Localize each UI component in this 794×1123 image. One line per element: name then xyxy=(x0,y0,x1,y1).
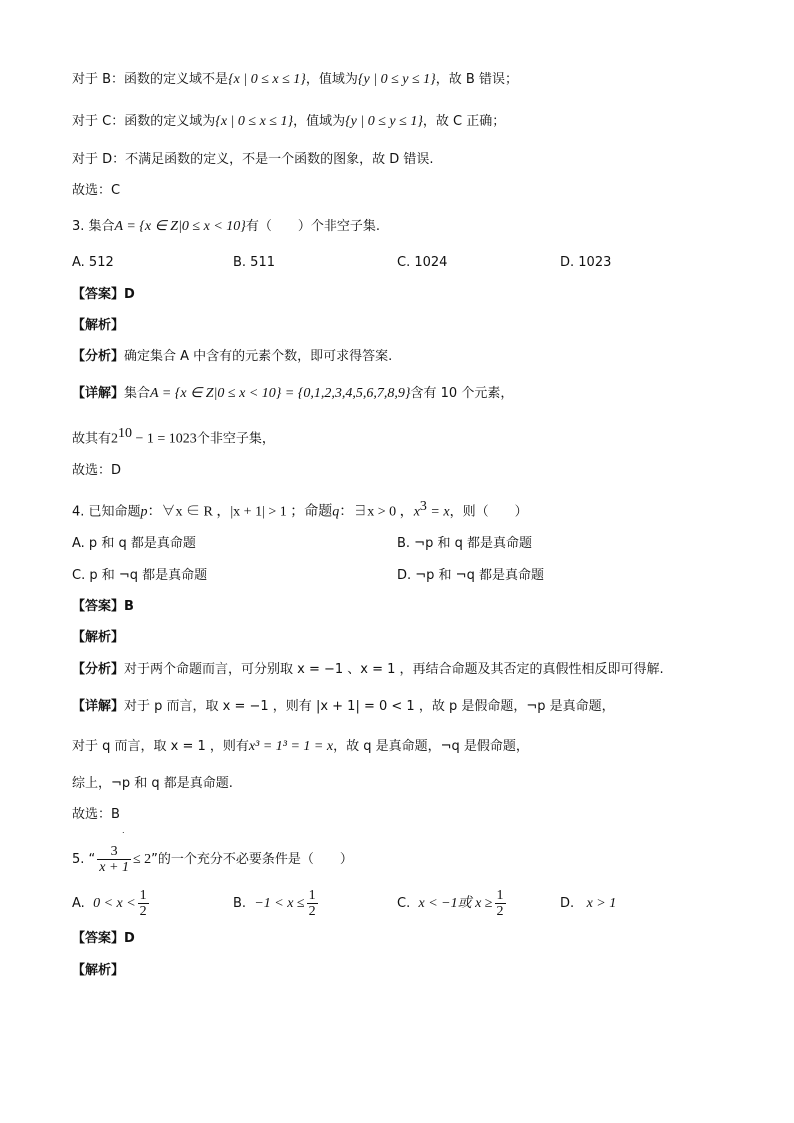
math-expr: x > 1 xyxy=(586,896,617,911)
fenxi-tag: 【分析】 xyxy=(72,662,125,677)
math-set-expansion: A = {x ∈ Z|0 ≤ x < 10} = {0,1,2,3,4,5,6,7,8,9} xyxy=(150,386,411,401)
numerator: 1 xyxy=(308,888,316,903)
q3-stem xyxy=(72,217,380,237)
text: ，值域为 xyxy=(305,72,358,87)
stray-dot: . xyxy=(122,826,125,835)
q4-answer: 【答案】B xyxy=(72,599,134,614)
denominator: 2 xyxy=(308,904,316,919)
q4-fenxi xyxy=(72,660,664,680)
fraction-one-half xyxy=(138,888,149,919)
fraction-one-half xyxy=(495,888,506,919)
q3-subset-count xyxy=(72,424,275,449)
math-set-range: {y | 0 ≤ y ≤ 1} xyxy=(357,72,436,87)
denominator: x + 1 xyxy=(99,860,129,875)
q5-stem xyxy=(72,842,353,878)
q4-xiangjie xyxy=(72,697,615,717)
q5-answer: 【答案】D xyxy=(72,931,135,946)
numerator: 3 xyxy=(110,844,118,859)
q4-option-d: D. ¬p 和 ¬q 都是真命题 xyxy=(397,568,544,583)
q3-xiangjie xyxy=(72,384,513,404)
text: 个非空子集， xyxy=(196,431,275,447)
numerator: 1 xyxy=(139,888,147,903)
math-expr: 0 < x < xyxy=(93,896,136,911)
numerator: 1 xyxy=(496,888,504,903)
text: 故其有 xyxy=(72,431,112,447)
text: 5. “ xyxy=(72,852,96,867)
math-set-domain: {x | 0 ≤ x ≤ 1} xyxy=(228,72,306,87)
q4-option-c: C. p 和 ¬q 都是真命题 xyxy=(72,568,208,583)
q4-analysis-label: 【解析】 xyxy=(72,630,125,645)
text: 对于 C：函数的定义域为 xyxy=(72,114,216,129)
q5-option-a xyxy=(72,886,151,922)
text: 有（ ）个非空子集. xyxy=(245,219,381,234)
math-expr: −1 < x ≤ xyxy=(254,896,305,911)
math-exponent: 3 xyxy=(419,499,427,514)
math-expr: − 1 = 1023 xyxy=(132,431,197,447)
q5-option-b xyxy=(233,886,320,922)
fraction-3-over-x-plus-1 xyxy=(97,844,131,875)
q3-fenxi xyxy=(72,347,392,367)
denominator: 2 xyxy=(139,904,147,919)
q3-answer: 【答案】D xyxy=(72,287,135,302)
text: 对于 q 而言，取 x = 1 ，则有 xyxy=(72,739,249,754)
math-q: q xyxy=(332,504,340,520)
q5-analysis-label: 【解析】 xyxy=(72,963,125,978)
text: ，值域为 xyxy=(293,114,346,129)
text: 4. 已知命题 xyxy=(72,504,141,520)
math-prop-q: ：∃x > 0 ， xyxy=(339,504,414,520)
math-expr: x < −1或 x ≥ xyxy=(418,896,493,911)
q3-option-d: D. 1023 xyxy=(560,255,612,270)
q3-choose: 故选：D xyxy=(72,463,122,478)
text: ，故 C 正确； xyxy=(422,114,506,129)
fenxi-tag: 【分析】 xyxy=(72,349,125,364)
math-eq: = x xyxy=(426,504,450,520)
q3-option-b: B. 511 xyxy=(233,255,275,270)
math-exponent: 10 xyxy=(118,426,133,441)
text: 对于两个命题而言，可分别取 x = −1 、x = 1 ，再结合命题及其否定的真假性相反即可得解. xyxy=(124,662,664,677)
text: 集合 xyxy=(124,386,151,401)
line-option-c-analysis xyxy=(72,112,505,132)
q5-option-c xyxy=(397,886,508,922)
fraction-one-half xyxy=(307,888,318,919)
math-x: x xyxy=(413,504,420,520)
q4-option-b: B. ¬p 和 q 都是真命题 xyxy=(397,536,532,551)
q5-option-d xyxy=(560,886,616,922)
q4-detail-q xyxy=(72,737,529,757)
option-label: C. xyxy=(397,896,411,911)
math-p: p xyxy=(140,504,148,520)
xiangjie-tag: 【详解】 xyxy=(72,699,125,714)
q3-analysis-label: 【解析】 xyxy=(72,318,125,333)
prev-answer-choose: 故选：C xyxy=(72,183,121,198)
math-set-range: {y | 0 ≤ y ≤ 1} xyxy=(345,114,423,129)
math-base: 2 xyxy=(111,431,119,447)
option-label: A. xyxy=(72,896,85,911)
denominator: 2 xyxy=(496,904,504,919)
q3-option-c: C. 1024 xyxy=(397,255,448,270)
text: ，故 B 错误； xyxy=(435,72,518,87)
option-label: B. xyxy=(233,896,247,911)
text: ，故 q 是真命题，¬q 是假命题， xyxy=(333,739,529,754)
q4-choose: 故选：B xyxy=(72,807,120,822)
math-expr: x³ = 1³ = 1 = x xyxy=(248,739,334,754)
xiangjie-tag: 【详解】 xyxy=(72,386,125,401)
text: 对于 p 而言，取 x = −1 ，则有 |x + 1| = 0 < 1 ，故 p 是假命题，¬p 是真命题， xyxy=(124,699,615,714)
q3-option-a: A. 512 xyxy=(72,255,114,270)
math-set-a: A = {x ∈ Z|0 ≤ x < 10} xyxy=(114,219,246,234)
line-option-b-analysis xyxy=(72,70,518,90)
q4-stem xyxy=(72,497,528,522)
text: ”的一个充分不必要条件是（ ） xyxy=(151,852,353,867)
text: ，则（ ） xyxy=(449,504,528,520)
text: 对于 B：函数的定义域不是 xyxy=(72,72,229,87)
text: 含有 10 个元素， xyxy=(410,386,514,401)
text: 3. 集合 xyxy=(72,219,115,234)
line-option-d-analysis: 对于 D：不满足函数的定义，不是一个函数的图象，故 D 错误. xyxy=(72,152,434,167)
math-le: ≤ 2 xyxy=(132,852,152,867)
text: 确定集合 A 中含有的元素个数，即可求得答案. xyxy=(124,349,393,364)
q4-summary: 综上，¬p 和 q 都是真命题. xyxy=(72,776,233,791)
math-prop-p: ：∀x ∈ R ，|x + 1| > 1 ；命题 xyxy=(147,504,333,520)
math-set-domain: {x | 0 ≤ x ≤ 1} xyxy=(215,114,294,129)
q4-option-a: A. p 和 q 都是真命题 xyxy=(72,536,196,551)
option-label: D. xyxy=(560,896,575,911)
